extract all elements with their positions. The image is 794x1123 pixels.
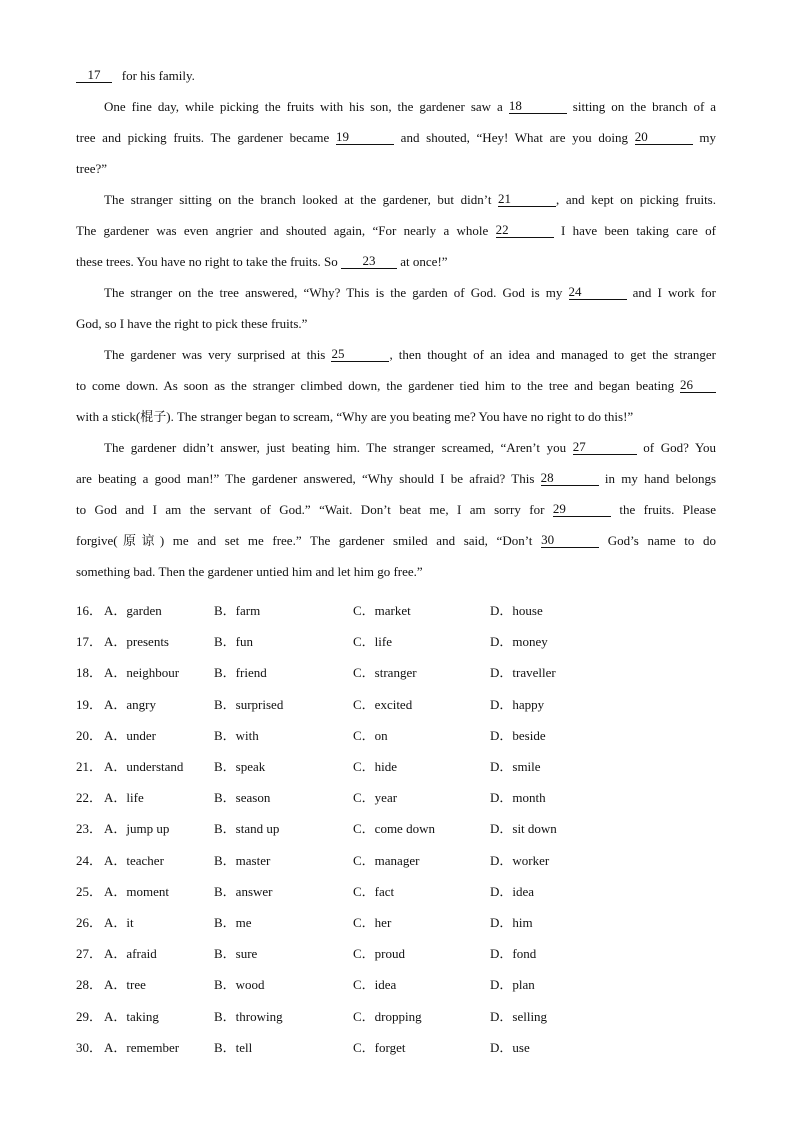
option-b[interactable]: B．stand up <box>214 821 280 836</box>
blank-23[interactable]: 23 <box>341 254 397 269</box>
question-row <box>76 813 716 844</box>
passage-text: The gardener didn’t answer, just beating him. The stranger screamed, “Aren’t you <box>104 440 567 455</box>
question-number: 27． <box>76 946 103 961</box>
passage-text: my <box>699 130 717 145</box>
blank-18[interactable]: 18 <box>509 99 567 114</box>
blank-27[interactable]: 27 <box>573 440 637 455</box>
option-d[interactable]: D．money <box>490 634 548 649</box>
option-d[interactable]: D．plan <box>490 977 535 992</box>
question-row <box>76 720 716 751</box>
option-b[interactable]: B．farm <box>214 603 261 618</box>
option-b[interactable]: B．answer <box>214 884 273 899</box>
question-number: 28． <box>76 977 103 992</box>
blank-17[interactable]: 17 <box>76 68 112 83</box>
option-b[interactable]: B．with <box>214 728 259 743</box>
option-d[interactable]: D．month <box>490 790 546 805</box>
option-d[interactable]: D．smile <box>490 759 541 774</box>
passage-text: The gardener was even angrier and shouted again, “For nearly a whole <box>76 223 489 238</box>
option-d[interactable]: D．worker <box>490 853 550 868</box>
passage-line <box>76 525 716 556</box>
blank-24[interactable]: 24 <box>569 285 627 300</box>
question-row <box>76 689 716 720</box>
passage-line <box>76 153 716 184</box>
passage-line <box>76 246 716 277</box>
passage-line <box>76 122 716 153</box>
option-d[interactable]: D．selling <box>490 1009 548 1024</box>
option-b[interactable]: B．season <box>214 790 271 805</box>
blank-21[interactable]: 21 <box>498 192 556 207</box>
option-b[interactable]: B．wood <box>214 977 265 992</box>
option-d[interactable]: D．house <box>490 603 543 618</box>
question-number: 22． <box>76 790 103 805</box>
question-number: 16． <box>76 603 103 618</box>
option-d[interactable]: D．him <box>490 915 533 930</box>
question-number: 20． <box>76 728 103 743</box>
passage-text: The stranger on the tree answered, “Why? This is the garden of God. God is my <box>104 285 563 300</box>
passage-line <box>76 308 716 339</box>
option-d[interactable]: D．happy <box>490 697 545 712</box>
blank-25[interactable]: 25 <box>331 347 389 362</box>
option-a[interactable]: A．tree <box>104 977 146 992</box>
blank-29[interactable]: 29 <box>553 502 611 517</box>
option-c[interactable]: C．stranger <box>353 665 417 680</box>
passage-text: The stranger sitting on the branch looked at the gardener, but didn’t <box>104 192 492 207</box>
option-c[interactable]: C．come down <box>353 821 435 836</box>
question-number: 18． <box>76 665 103 680</box>
option-b[interactable]: B．fun <box>214 634 254 649</box>
question-number: 30． <box>76 1040 103 1055</box>
passage-text: tree and picking fruits. The gardener became <box>76 130 330 145</box>
passage-text: these trees. You have no right to take the fruits. So <box>76 254 338 269</box>
option-d[interactable]: D．use <box>490 1040 530 1055</box>
option-c[interactable]: C．year <box>353 790 398 805</box>
question-row <box>76 876 716 907</box>
passage-text: I have been taking care of <box>560 223 716 238</box>
option-a[interactable]: A．taking <box>104 1009 159 1024</box>
option-a[interactable]: A．moment <box>104 884 169 899</box>
passage-text: to God and I am the servant of God.” “Wait. Don’t beat me, I am sorry for <box>76 502 545 517</box>
option-a[interactable]: A．teacher <box>104 853 164 868</box>
question-row <box>76 1032 716 1063</box>
passage-line <box>76 60 716 91</box>
passage-text: and shouted, “Hey! What are you doing <box>400 130 628 145</box>
option-a[interactable]: A．garden <box>104 603 162 618</box>
option-d[interactable]: D．idea <box>490 884 535 899</box>
passage-text: at once!” <box>400 254 448 269</box>
question-number: 26． <box>76 915 103 930</box>
blank-20[interactable]: 20 <box>635 130 693 145</box>
passage-text: of God? You <box>643 440 717 455</box>
passage-text: One fine day, while picking the fruits with his son, the gardener saw a <box>104 99 503 114</box>
option-c[interactable]: C．proud <box>353 946 406 961</box>
question-row <box>76 626 716 657</box>
passage-text: are beating a good man!” The gardener answered, “Why should I be afraid? This <box>76 471 535 486</box>
option-b[interactable]: B．sure <box>214 946 258 961</box>
passage-line <box>76 184 716 215</box>
option-a[interactable]: A．understand <box>104 759 184 774</box>
blank-26[interactable]: 26 <box>680 378 716 393</box>
passage-text: God’s name to do <box>607 533 717 548</box>
option-b[interactable]: B．speak <box>214 759 266 774</box>
option-c[interactable]: C．market <box>353 603 411 618</box>
passage-text: , and kept on picking fruits. <box>556 192 716 207</box>
option-b[interactable]: B．me <box>214 915 252 930</box>
option-d[interactable]: D．fond <box>490 946 537 961</box>
option-c[interactable]: C．fact <box>353 884 395 899</box>
passage-text: in my hand belongs <box>604 471 717 486</box>
option-a[interactable]: A．jump up <box>104 821 170 836</box>
option-c[interactable]: C．hide <box>353 759 398 774</box>
option-a[interactable]: A．presents <box>104 634 169 649</box>
option-c[interactable]: C．on <box>353 728 388 743</box>
option-c[interactable]: C．excited <box>353 697 413 712</box>
question-number: 17． <box>76 634 103 649</box>
blank-28[interactable]: 28 <box>541 471 599 486</box>
passage-line <box>76 401 716 432</box>
passage-line <box>76 91 716 122</box>
passage-text: the fruits. Please <box>619 502 717 517</box>
option-a[interactable]: A．neighbour <box>104 665 180 680</box>
option-b[interactable]: B．surprised <box>214 697 284 712</box>
option-b[interactable]: B．throwing <box>214 1009 283 1024</box>
passage-text: , then thought of an idea and managed to get the stranger <box>389 347 717 362</box>
passage-text: for his family. <box>121 68 195 83</box>
option-a[interactable]: A．angry <box>104 697 156 712</box>
question-number: 29． <box>76 1009 103 1024</box>
passage-line <box>76 339 716 370</box>
question-row <box>76 1001 716 1032</box>
option-a[interactable]: A．under <box>104 728 156 743</box>
question-row <box>76 595 716 626</box>
option-a[interactable]: A．remember <box>104 1040 180 1055</box>
passage-line <box>76 370 716 401</box>
option-a[interactable]: A．afraid <box>104 946 157 961</box>
option-c[interactable]: C．her <box>353 915 392 930</box>
passage-line <box>76 556 716 587</box>
question-number: 19． <box>76 697 103 712</box>
option-c[interactable]: C．manager <box>353 853 420 868</box>
question-row <box>76 782 716 813</box>
question-row <box>76 907 716 938</box>
passage-text: with a stick(棍子). The stranger began to scream, “Why are you beating me? You have no right to do this!” <box>76 409 634 424</box>
passage-text: tree?” <box>76 161 108 176</box>
blank-22[interactable]: 22 <box>496 223 554 238</box>
blank-19[interactable]: 19 <box>336 130 394 145</box>
question-number: 25． <box>76 884 103 899</box>
question-row <box>76 657 716 688</box>
option-b[interactable]: B．master <box>214 853 271 868</box>
question-row <box>76 751 716 782</box>
passage-text: to come down. As soon as the stranger climbed down, the gardener tied him to the tree and began beating <box>76 378 675 393</box>
question-number: 23． <box>76 821 103 836</box>
option-c[interactable]: C．idea <box>353 977 397 992</box>
option-d[interactable]: D．traveller <box>490 665 556 680</box>
option-a[interactable]: A．life <box>104 790 144 805</box>
passage-text: something bad. Then the gardener untied him and let him go free.” <box>76 564 423 579</box>
option-b[interactable]: B．friend <box>214 665 267 680</box>
option-c[interactable]: C．forget <box>353 1040 406 1055</box>
option-a[interactable]: A．it <box>104 915 134 930</box>
option-c[interactable]: C．life <box>353 634 392 649</box>
passage-text: God, so I have the right to pick these fruits.” <box>76 316 308 331</box>
question-row <box>76 845 716 876</box>
passage-text: The gardener was very surprised at this <box>104 347 326 362</box>
option-d[interactable]: D．sit down <box>490 821 557 836</box>
passage-text: and I work for <box>632 285 716 300</box>
passage-line <box>76 215 716 246</box>
passage-text: forgive(原谅) me and set me free.” The gardener smiled and said, “Don’t <box>76 533 533 548</box>
passage-line <box>76 432 716 463</box>
question-number: 24． <box>76 853 103 868</box>
option-c[interactable]: C．dropping <box>353 1009 422 1024</box>
question-row <box>76 938 716 969</box>
blank-30[interactable]: 30 <box>541 533 599 548</box>
passage-line <box>76 494 716 525</box>
passage-line <box>76 277 716 308</box>
question-row <box>76 969 716 1000</box>
question-number: 21． <box>76 759 103 774</box>
option-b[interactable]: B．tell <box>214 1040 253 1055</box>
passage-text: sitting on the branch of a <box>572 99 717 114</box>
option-d[interactable]: D．beside <box>490 728 546 743</box>
passage-line <box>76 463 716 494</box>
